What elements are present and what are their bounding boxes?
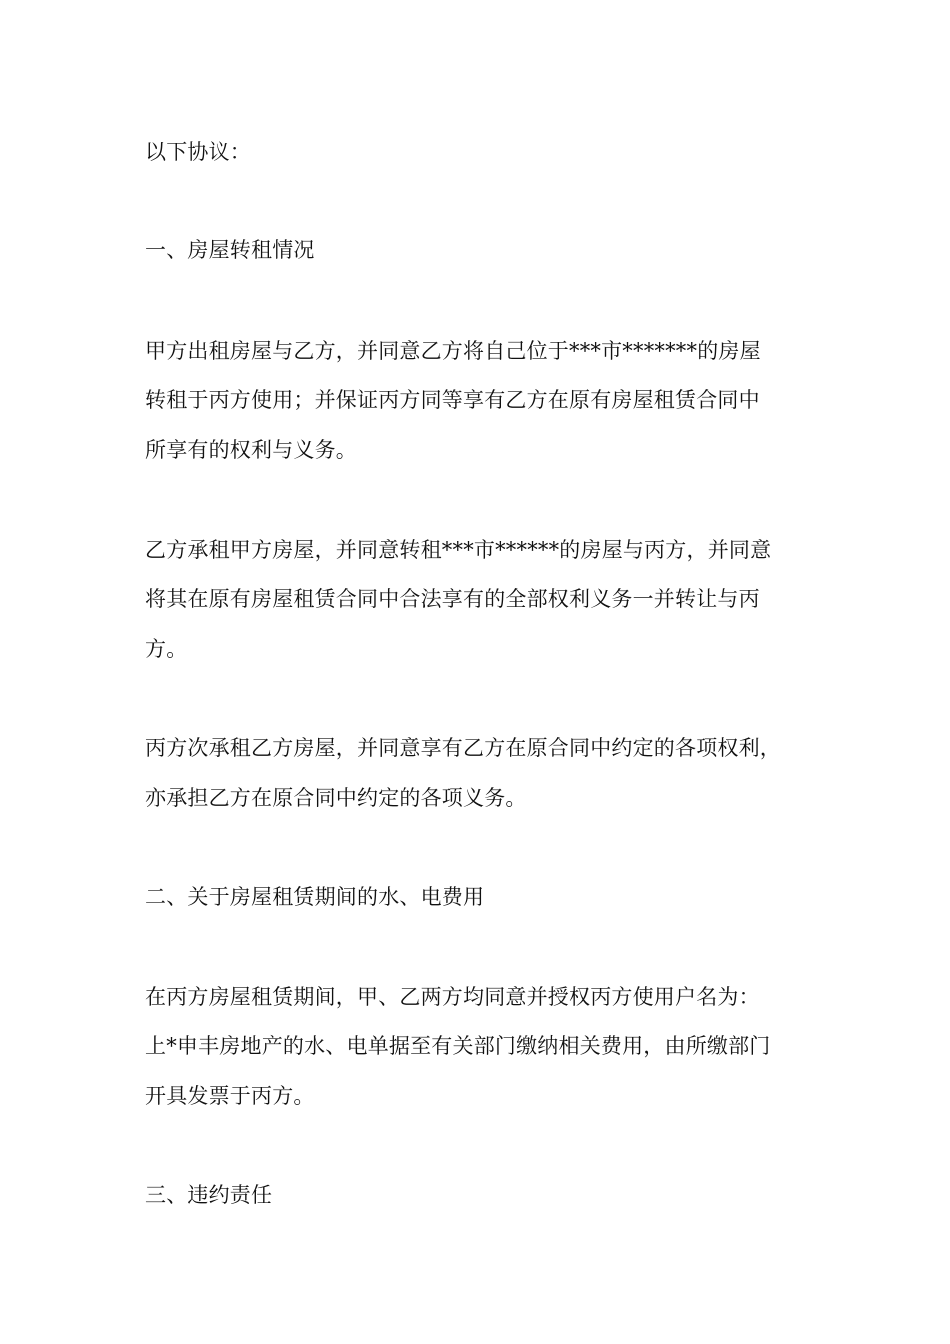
paragraph-line: 所享有的权利与义务。 [145, 438, 357, 462]
section-heading-utilities: 二、关于房屋租赁期间的水、电费用 [145, 885, 485, 909]
paragraph-line: 开具发票于丙方。 [145, 1084, 315, 1108]
section-heading-liability: 三、违约责任 [145, 1183, 273, 1207]
paragraph-line: 将其在原有房屋租赁合同中合法享有的全部权利义务一并转让与丙 [145, 587, 760, 611]
section-heading-sublease: 一、房屋转租情况 [145, 238, 315, 262]
paragraph-line: 亦承担乙方在原合同中约定的各项义务。 [145, 786, 527, 810]
paragraph-line: 乙方承租甲方房屋，并同意转租***市******的房屋与丙方，并同意 [145, 538, 772, 562]
paragraph-line: 上*申丰房地产的水、电单据至有关部门缴纳相关费用，由所缴部门 [145, 1034, 771, 1058]
paragraph-line: 甲方出租房屋与乙方，并同意乙方将自己位于***市*******的房屋 [145, 339, 761, 363]
paragraph-line: 在丙方房屋租赁期间，甲、乙两方均同意并授权丙方使用户名为： [145, 985, 760, 1009]
agreement-intro-line: 以下协议： [145, 140, 251, 164]
paragraph-line: 转租于丙方使用；并保证丙方同等享有乙方在原有房屋租赁合同中 [145, 388, 760, 412]
paragraph-line: 方。 [145, 637, 188, 661]
paragraph-line: 丙方次承租乙方房屋，并同意享有乙方在原合同中约定的各项权利， [145, 736, 781, 760]
